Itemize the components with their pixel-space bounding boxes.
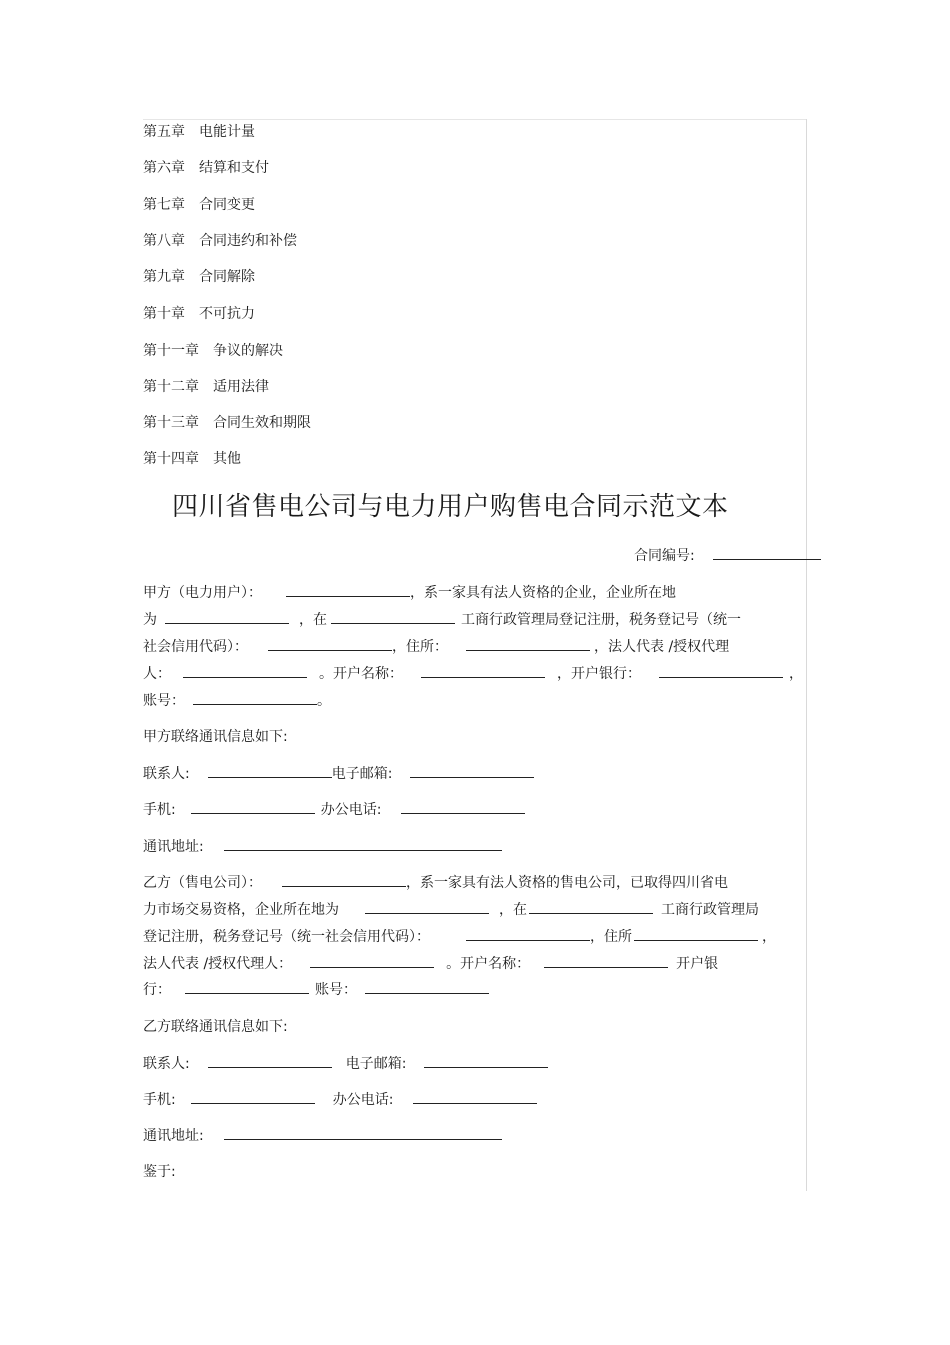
toc-item[interactable]	[143, 122, 255, 142]
recitals-label: 鉴于:	[143, 1164, 176, 1180]
party-b-office-phone-field[interactable]	[413, 1089, 537, 1104]
party-b-location-field[interactable]	[365, 899, 489, 914]
party-a-office-phone-field[interactable]	[401, 799, 525, 814]
toc-title: 其他	[213, 451, 241, 467]
party-a-line-4: 人： 。开户名称： ，开户银行： ，	[143, 663, 803, 684]
party-b-address-line: 通讯地址:	[143, 1125, 502, 1146]
party-b-registry-field[interactable]	[529, 899, 653, 914]
toc-item[interactable]	[143, 158, 269, 178]
toc-title: 合同违约和补偿	[199, 233, 297, 249]
party-b-contact-line: 联系人: 电子邮箱:	[143, 1053, 548, 1074]
party-b-mail-address-field[interactable]	[224, 1125, 502, 1140]
toc-title: 争议的解决	[213, 343, 283, 359]
toc-chapter: 第十三章	[143, 415, 199, 431]
party-b-line-5: 行： 账号：	[143, 979, 489, 1000]
party-a-representative-field[interactable]	[183, 663, 307, 678]
party-a-address-field[interactable]	[466, 636, 590, 651]
toc-chapter: 第八章	[143, 233, 185, 249]
page-frame-top	[143, 119, 807, 120]
party-a-contact-person-field[interactable]	[208, 763, 332, 778]
party-a-phone-line: 手机: 办公电话:	[143, 799, 525, 820]
party-b-line-2: 力市场交易资格，企业所在地为 ，在 工商行政管理局	[143, 899, 759, 920]
contract-number-field[interactable]	[713, 545, 821, 560]
page-frame-right	[806, 119, 807, 1191]
toc-title: 电能计量	[199, 124, 255, 140]
toc-chapter: 第五章	[143, 124, 185, 140]
toc-item[interactable]	[143, 231, 297, 251]
party-a-line-1: 甲方（电力用户）： ，系一家具有法人资格的企业，企业所在地	[143, 582, 676, 603]
party-b-address-field[interactable]	[634, 926, 758, 941]
party-a-email-field[interactable]	[410, 763, 534, 778]
party-a-contact-line: 联系人: 电子邮箱:	[143, 763, 534, 784]
party-b-line-1: 乙方（售电公司）： ，系一家具有法人资格的售电公司，已取得四川省电	[143, 872, 728, 893]
document-title: 四川省售电公司与电力用户购售电合同示范文本	[172, 492, 729, 522]
toc-item[interactable]	[143, 195, 255, 215]
party-b-account-name-field[interactable]	[544, 953, 668, 968]
party-b-mobile-field[interactable]	[191, 1089, 315, 1104]
toc-title: 适用法律	[213, 379, 269, 395]
party-b-contact-heading: 乙方联络通讯信息如下:	[143, 1019, 288, 1035]
party-a-bank-field[interactable]	[659, 663, 783, 678]
toc-chapter: 第十二章	[143, 379, 199, 395]
toc-chapter: 第九章	[143, 269, 185, 285]
toc-title: 合同变更	[199, 197, 255, 213]
toc-title: 合同生效和期限	[213, 415, 311, 431]
party-a-account-number-field[interactable]	[193, 690, 317, 705]
toc-item[interactable]	[143, 413, 311, 433]
party-a-address-line: 通讯地址:	[143, 836, 502, 857]
contract-number-label: 合同编号:	[634, 548, 695, 564]
party-b-account-number-field[interactable]	[365, 979, 489, 994]
party-a-line-2: 为 ，在 工商行政管理局登记注册，税务登记号（统一	[143, 609, 741, 630]
party-a-tax-id-field[interactable]	[268, 636, 392, 651]
party-a-registry-field[interactable]	[331, 609, 455, 624]
party-b-contact-person-field[interactable]	[208, 1053, 332, 1068]
party-b-bank-field[interactable]	[185, 979, 309, 994]
toc-title: 不可抗力	[199, 306, 255, 322]
toc-chapter: 第十四章	[143, 451, 199, 467]
toc-title: 结算和支付	[199, 160, 269, 176]
party-a-name-field[interactable]	[286, 582, 410, 597]
toc-item[interactable]	[143, 341, 283, 361]
toc-title: 合同解除	[199, 269, 255, 285]
party-a-location-field[interactable]	[165, 609, 289, 624]
toc-chapter: 第六章	[143, 160, 185, 176]
party-a-account-name-field[interactable]	[421, 663, 545, 678]
party-b-representative-field[interactable]	[310, 953, 434, 968]
party-a-line-3: 社会信用代码）： ，住所： ，法人代表 /授权代理	[143, 636, 729, 657]
party-a-mail-address-field[interactable]	[224, 836, 502, 851]
toc-item[interactable]	[143, 377, 269, 397]
party-a-mobile-field[interactable]	[191, 799, 315, 814]
toc-item[interactable]	[143, 304, 255, 324]
toc-item[interactable]	[143, 267, 255, 287]
party-a-line-5: 账号： 。	[143, 690, 331, 711]
party-b-phone-line: 手机: 办公电话:	[143, 1089, 537, 1110]
party-a-contact-heading: 甲方联络通讯信息如下:	[143, 729, 288, 745]
party-b-tax-id-field[interactable]	[466, 926, 590, 941]
party-b-email-field[interactable]	[424, 1053, 548, 1068]
party-b-line-4: 法人代表 /授权代理人： 。开户名称： 开户银	[143, 953, 718, 974]
toc-chapter: 第十一章	[143, 343, 199, 359]
party-b-name-field[interactable]	[282, 872, 406, 887]
party-b-line-3: 登记注册，税务登记号（统一社会信用代码）： ，住所 ，	[143, 926, 776, 947]
contract-number	[634, 545, 821, 566]
toc-item[interactable]	[143, 449, 241, 469]
toc-chapter: 第十章	[143, 306, 185, 322]
toc-chapter: 第七章	[143, 197, 185, 213]
